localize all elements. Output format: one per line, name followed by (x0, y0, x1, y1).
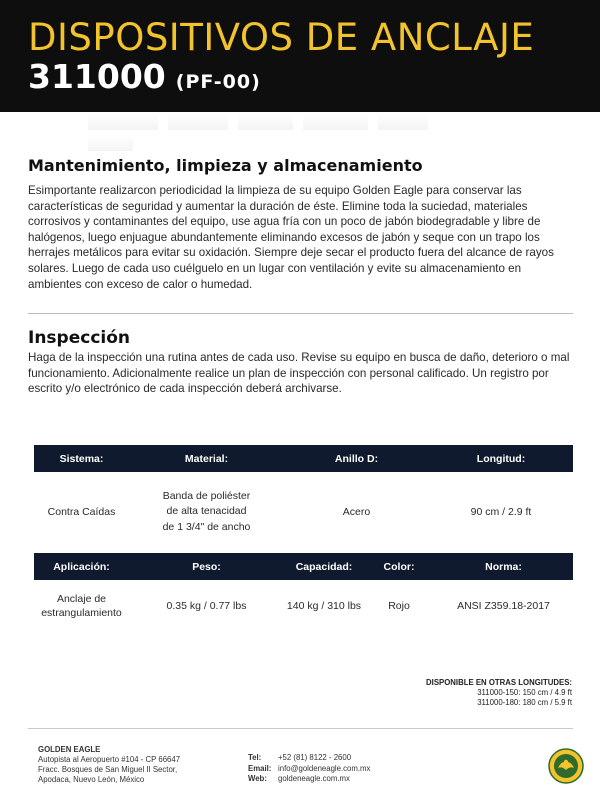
other-lengths-heading: DISPONIBLE EN OTRAS LONGITUDES: (426, 678, 572, 687)
address-line: Fracc. Bosques de San Miguel II Sector, (38, 765, 178, 774)
header-color: Color: (383, 560, 415, 573)
section-divider (28, 313, 573, 314)
header-capacidad: Capacidad: (295, 560, 353, 573)
web-label: Web: (248, 774, 267, 783)
cell-peso: 0.35 kg / 0.77 lbs (166, 600, 247, 612)
email-value[interactable]: info@goldeneagle.com.mx (278, 763, 371, 773)
product-family-title: DISPOSITIVOS DE ANCLAJE (28, 16, 535, 59)
other-length-item: 311000-180: 180 cm / 5.9 ft (477, 698, 572, 707)
specs-table-1-header (34, 445, 573, 472)
address-line: Autopista al Aeropuerto #104 - CP 66647 (38, 755, 181, 764)
product-code-number: 311000 (28, 57, 166, 96)
specs-table-2 (34, 553, 573, 632)
aplicacion-line: estrangulamiento (41, 607, 122, 619)
header-peso: Peso: (192, 560, 221, 573)
cell-capacidad: 140 kg / 310 lbs (286, 600, 362, 612)
cell-material (129, 489, 284, 536)
header-material: Material: (184, 452, 229, 465)
table-row (34, 472, 573, 552)
material-line: de 1 3/4" de ancho (162, 520, 251, 533)
tel-label: Tel: (248, 753, 262, 762)
header-sistema: Sistema: (59, 452, 104, 465)
header-norma: Norma: (485, 560, 522, 573)
cell-sistema: Contra Caídas (47, 506, 116, 518)
header-anillo: Anillo D: (334, 452, 379, 465)
inspection-heading: Inspección (28, 328, 131, 348)
company-name: GOLDEN EAGLE (38, 745, 101, 754)
product-code (28, 58, 261, 101)
cell-longitud: 90 cm / 2.9 ft (470, 506, 532, 518)
aplicacion-line: Anclaje de (56, 593, 107, 605)
faded-artifact (88, 114, 488, 132)
specs-table-2-header (34, 553, 573, 580)
header-banner (0, 0, 600, 112)
material-line: Banda de poliéster (162, 489, 251, 502)
header-aplicacion: Aplicación: (53, 560, 110, 573)
header-longitud: Longitud: (476, 452, 526, 465)
table-row (34, 580, 573, 632)
material-line: de alta tenacidad (166, 505, 247, 518)
specs-table-1 (34, 445, 573, 552)
web-value[interactable]: goldeneagle.com.mx (278, 774, 350, 783)
other-length-item: 311000-150: 150 cm / 4.9 ft (477, 688, 572, 697)
cell-aplicacion (34, 592, 129, 620)
maintenance-body: Esimportante realizarcon periodicidad la limpieza de su equipo Golden Eagle para conservar las características de seguridad y aumentar la duración de éste. Elimine toda la suciedad, materiales corrosivos y contaminantes del equipo, use agua fría con un poco de jabón biodegradable y libre de halógenos, luego enjuague abundantemente eliminando excesos de jabón y seque con un trapo los herrajes metálicos para evitar su oxidación. Siempre deje secar el producto fuera del alcance de rayos solares. Luego de cada uso cuélguelo en un lugar con ventilación y evite su almacenamiento en ambientes con exceso de calor o humedad. (28, 184, 554, 291)
golden-eagle-logo-icon (548, 748, 584, 784)
tel-value: +52 (81) 8122 - 2600 (278, 753, 352, 762)
company-address (38, 745, 180, 785)
email-label: Email: (248, 763, 272, 773)
product-code-sub: (PF-00) (175, 71, 261, 93)
cell-color: Rojo (388, 600, 410, 612)
cell-anillo: Acero (342, 506, 371, 518)
inspection-body: Haga de la inspección una rutina antes de cada uso. Revise su equipo en busca de daño, deterioro o mal funcionamiento. Adicionalmente realice un plan de inspección con personal calificado. Un registro por escrito y/o electrónico de cada inspección deberá archivarse. (28, 351, 570, 396)
cell-norma: ANSI Z359.18-2017 (457, 600, 550, 612)
other-lengths-note (426, 678, 572, 708)
maintenance-heading: Mantenimiento, limpieza y almacenamiento (28, 156, 423, 175)
address-line: Apodaca, Nuevo León, México (38, 775, 145, 784)
footer-divider (28, 728, 573, 729)
contact-info (248, 753, 370, 785)
